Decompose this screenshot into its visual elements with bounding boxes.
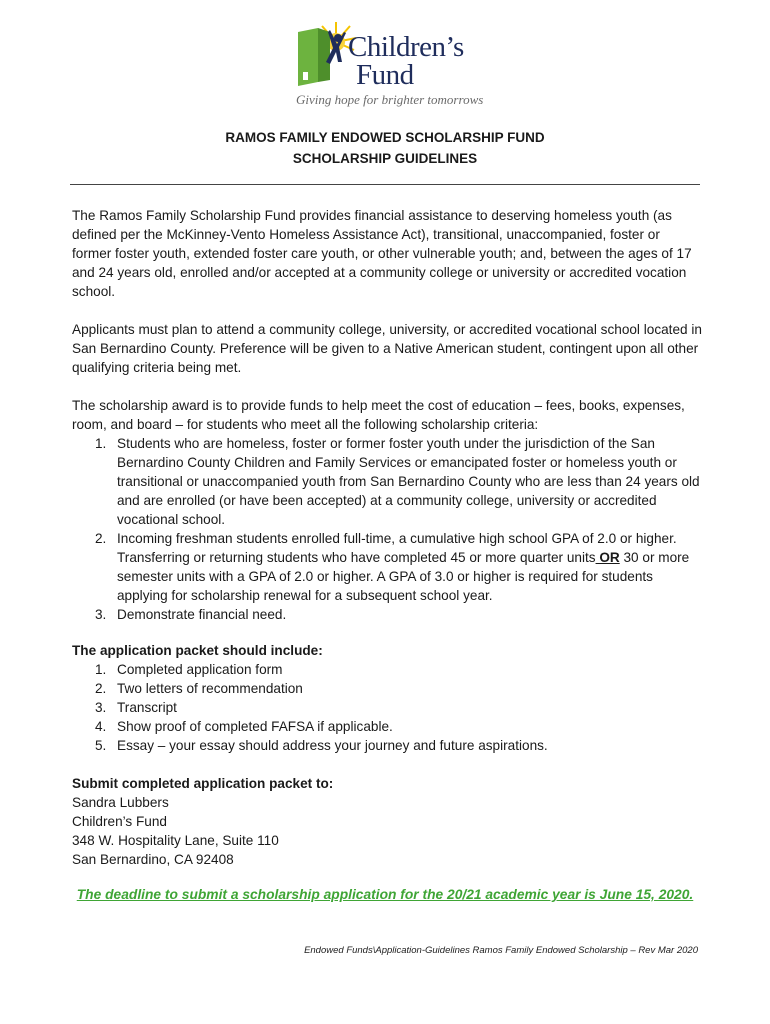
- list-item: [72, 434, 702, 529]
- intro-paragraph: The Ramos Family Scholarship Fund provides financial assistance to deserving homeless youth (as defined per the McKinney-Vento Homeless Assistance Act), transitional, unaccompanied, foster or former foster youth, extended foster care youth, or other vulnerable youth; and, between the ages of 17 and 24 years old, enrolled and/or accepted at a community college or university or accredited vocation school.: [72, 208, 692, 299]
- list-number: 5.: [95, 738, 107, 753]
- list-item-text: Show proof of completed FAFSA if applicable.: [117, 719, 393, 734]
- address-name: Sandra Lubbers: [72, 795, 169, 810]
- list-item-text: Two letters of recommendation: [117, 681, 303, 696]
- packet-heading: The application packet should include:: [72, 643, 323, 658]
- document-title: RAMOS FAMILY ENDOWED SCHOLARSHIP FUND: [225, 130, 545, 145]
- list-number: 1.: [95, 662, 107, 677]
- childrens-fund-logo: [290, 20, 490, 112]
- list-number: 1.: [95, 436, 107, 451]
- list-item: [72, 529, 702, 605]
- list-number: 2.: [95, 681, 107, 696]
- list-number: 4.: [95, 719, 107, 734]
- logo-word-fund: Fund: [356, 59, 414, 91]
- list-number: 3.: [95, 607, 107, 622]
- list-item: [72, 698, 702, 717]
- logo-tagline: Giving hope for brighter tomorrows: [296, 92, 484, 107]
- list-item-text: Completed application form: [117, 662, 283, 677]
- list-item: [72, 736, 702, 755]
- list-item: [72, 660, 702, 679]
- address-organization: Children’s Fund: [72, 814, 167, 829]
- criteria-list: [72, 434, 702, 624]
- list-item-text: Students who are homeless, foster or former foster youth under the jurisdiction of the San Bernardino County Children and Family Services or emancipated foster or homeless youth or transitional or unaccompanied youth from San Bernardino County who are less than 24 years old and are enrolled (or have been accepted) at a community college, university or accredited vocational school.: [117, 436, 700, 527]
- emphasis-or: OR: [595, 550, 620, 565]
- list-item-text: Incoming freshman students enrolled full-time, a cumulative high school GPA of 2.0 or higher. Transferring or returning students who have completed 45 or more quarter units: [117, 531, 677, 565]
- logo-word-childrens: Children’s: [348, 31, 464, 63]
- document-subtitle: SCHOLARSHIP GUIDELINES: [292, 151, 478, 166]
- list-item-text-continued: 30 or more semester units with a GPA of 2.0 or higher. A GPA of 3.0 or higher is required for students applying for scholarship renewal for a subsequent school year.: [117, 550, 690, 603]
- mailing-address: [72, 793, 279, 869]
- list-item-text: Essay – your essay should address your journey and future aspirations.: [117, 738, 548, 753]
- submit-heading: Submit completed application packet to:: [72, 776, 334, 791]
- list-item-text: Transcript: [117, 700, 177, 715]
- award-paragraph: The scholarship award is to provide funds to help meet the cost of education – fees, books, expenses, room, and board – for students who meet all the following scholarship criteria:: [72, 398, 685, 432]
- header-divider: [70, 184, 700, 185]
- list-item-text: Demonstrate financial need.: [117, 607, 287, 622]
- address-street: 348 W. Hospitality Lane, Suite 110: [72, 833, 279, 848]
- list-item: [72, 679, 702, 698]
- packet-list: [72, 660, 702, 755]
- list-number: 3.: [95, 700, 107, 715]
- list-number: 2.: [95, 531, 107, 546]
- address-city: San Bernardino, CA 92408: [72, 852, 234, 867]
- footer-file-path: Endowed Funds\Application-Guidelines Ramos Family Endowed Scholarship – Rev Mar 2020: [304, 945, 698, 956]
- location-paragraph: Applicants must plan to attend a community college, university, or accredited vocational school located in San Bernardino County. Preference will be given to a Native American student, contingent upon all other qualifying criteria being met.: [72, 322, 702, 375]
- list-item: [72, 717, 702, 736]
- list-item: [72, 605, 702, 624]
- deadline-notice: The deadline to submit a scholarship application for the 20/21 academic year is June 15, 2020.: [76, 887, 694, 902]
